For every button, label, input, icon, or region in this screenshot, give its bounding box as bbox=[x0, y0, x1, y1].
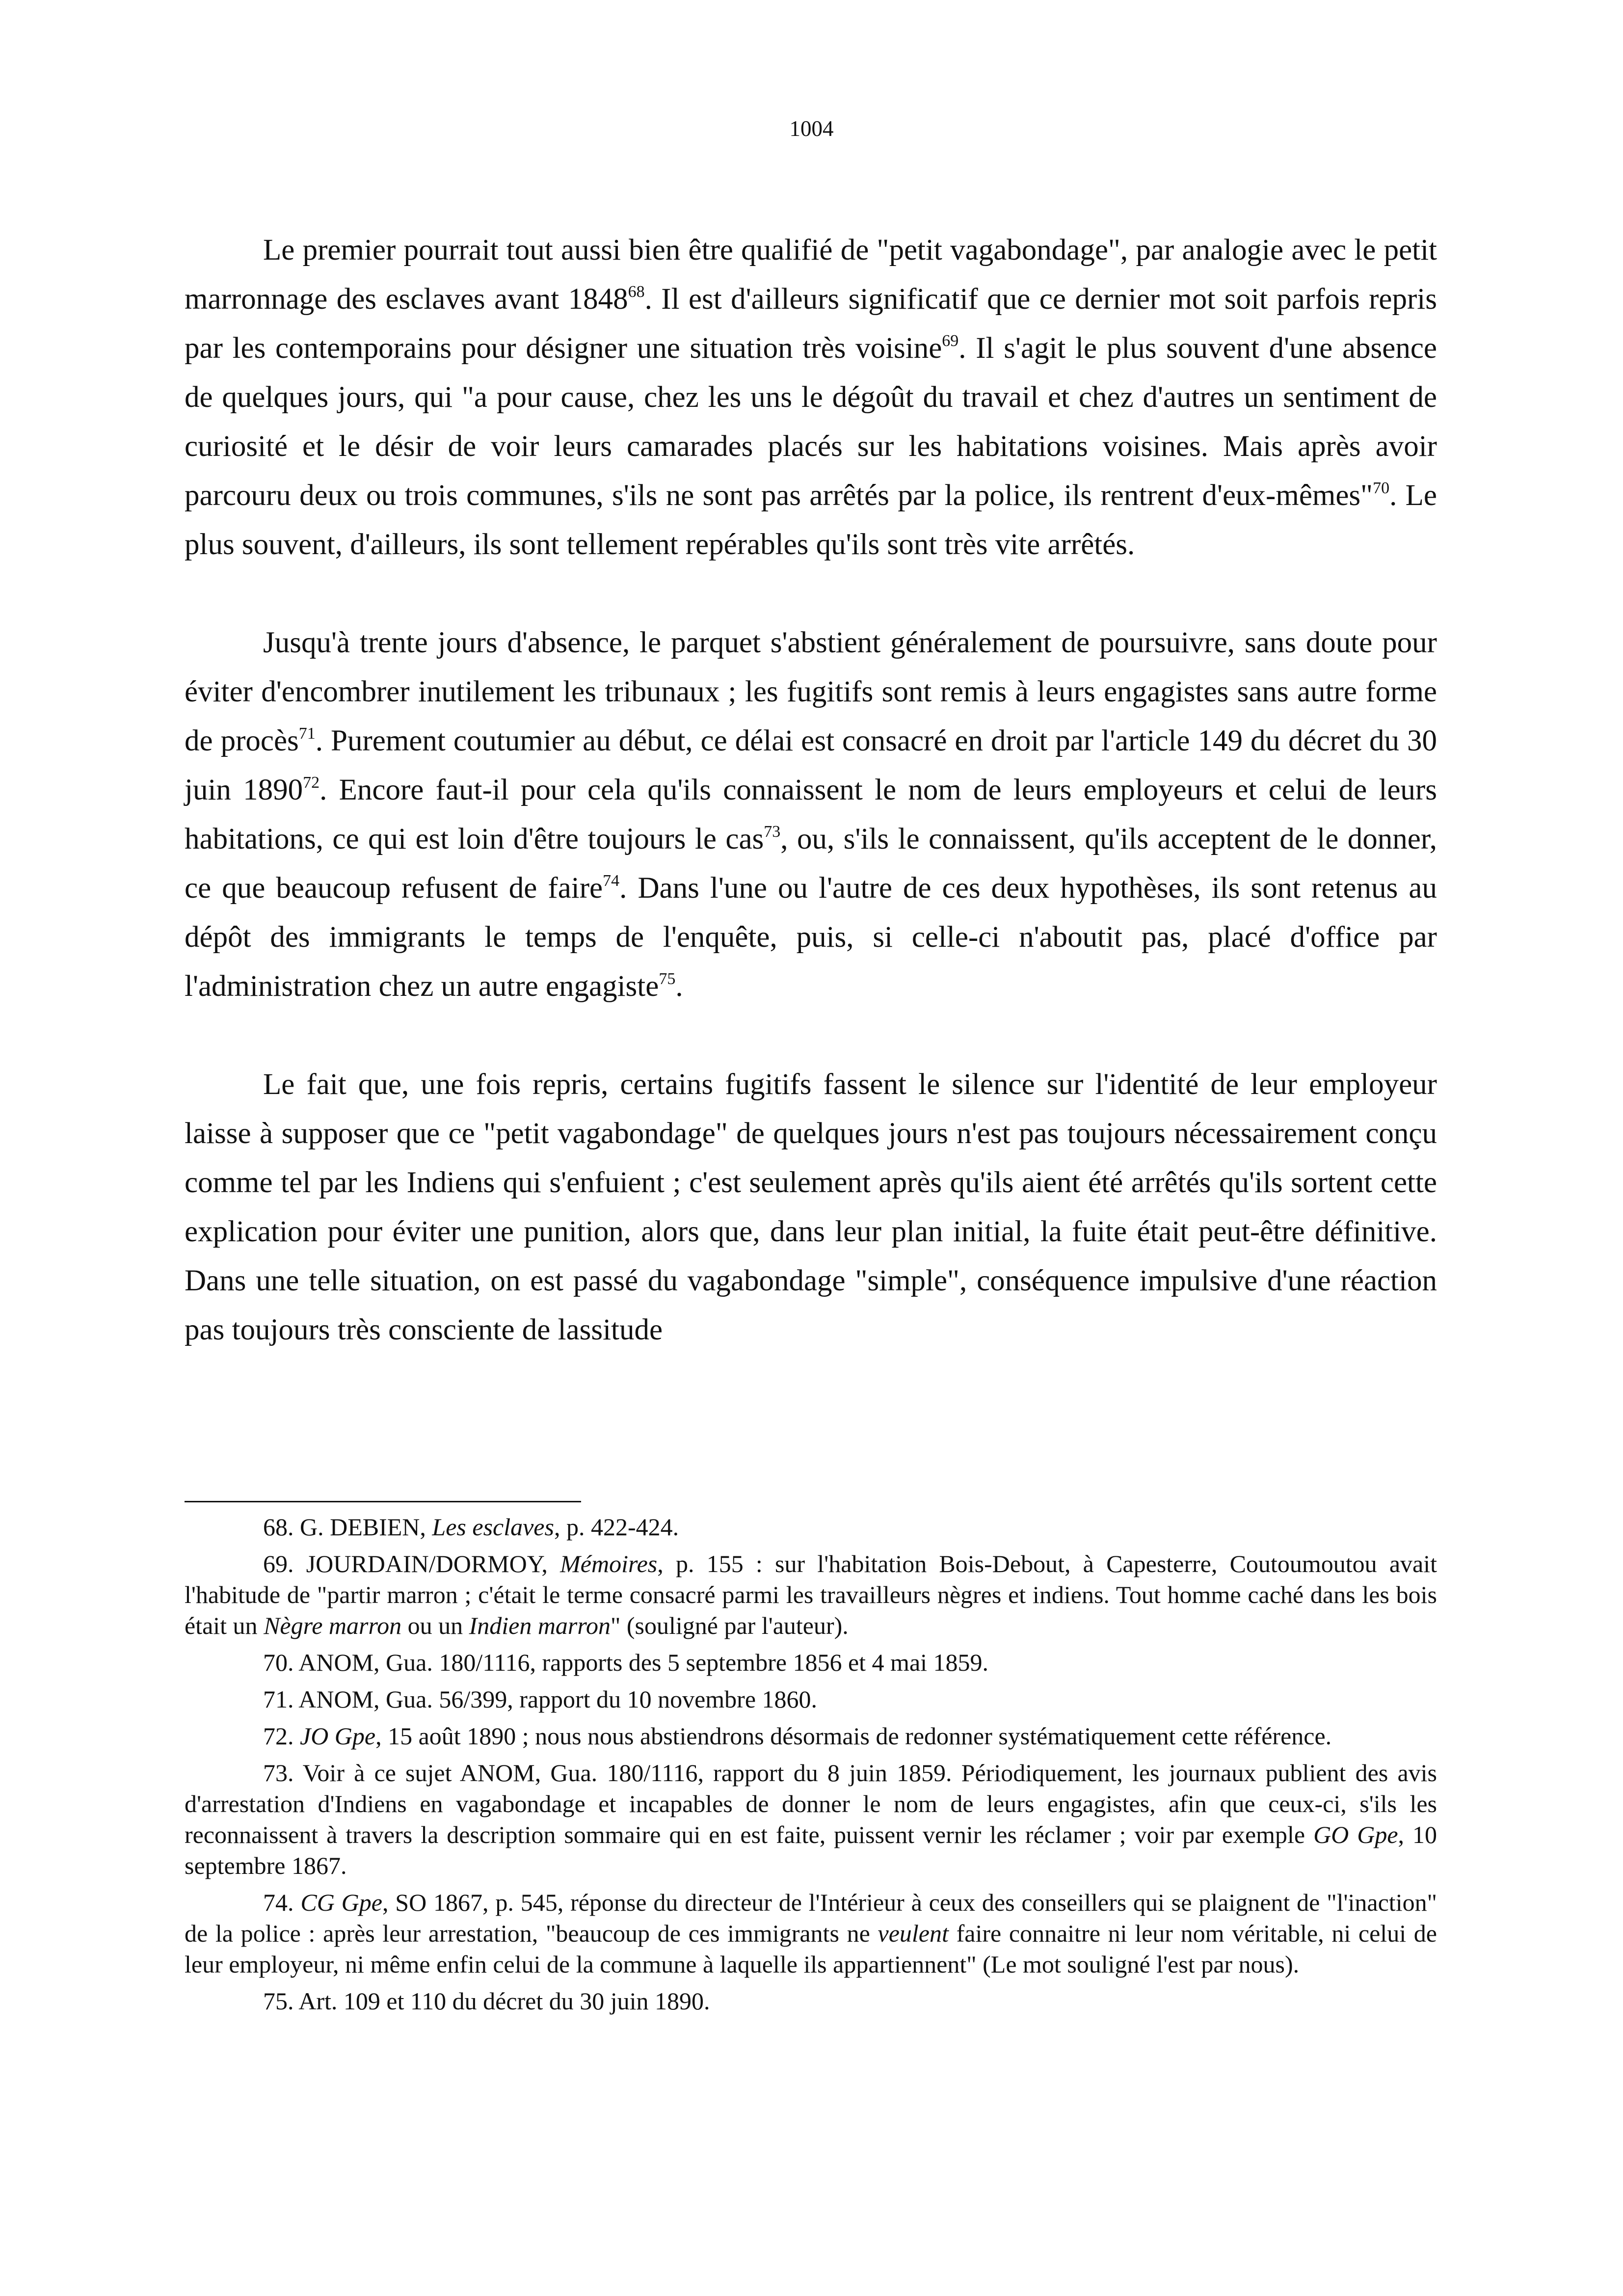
footnote-73 bbox=[185, 1758, 1437, 1881]
footnote-ref-69: 69 bbox=[942, 332, 959, 350]
footnote-71: 71. ANOM, Gua. 56/399, rapport du 10 novembre 1860. bbox=[263, 1685, 818, 1713]
footnote-text: 74. bbox=[263, 1889, 301, 1916]
footnote-italic: veulent bbox=[878, 1920, 949, 1947]
footnote-italic: Indien marron bbox=[469, 1612, 611, 1639]
paragraph-text: Le premier pourrait tout aussi bien être qualifié de "petit vagabondage", par analogie avec le petit marronnage des esclaves avant 1848 bbox=[185, 234, 1437, 316]
paragraph-text: . Dans l'une ou l'autre de ces deux hypothèses, ils sont retenus au dépôt des immigrants le temps de l'enquête, puis, si celle-ci n'aboutit pas, placé d'office par l'administration chez un autre engagiste bbox=[185, 872, 1437, 1003]
paragraph-1 bbox=[185, 226, 1437, 569]
footnote-ref-71: 71 bbox=[298, 724, 316, 743]
footnote-italic: Les esclaves bbox=[432, 1513, 554, 1541]
footnote-69 bbox=[185, 1548, 1437, 1641]
footnote-text: ou un bbox=[401, 1612, 469, 1639]
paragraph-text: . bbox=[675, 970, 683, 1003]
footnote-text: 68. G. DEBIEN, bbox=[263, 1513, 432, 1541]
footnote-text: , SO 1867, p. 545, réponse du directeur de l'Intérieur à ceux des conseillers qui se plaignent de "l'inaction" de la police : après leur arrestation, "beaucoup de ces immigrants ne bbox=[185, 1889, 1437, 1947]
paragraph-text: . Le plus souvent, d'ailleurs, ils sont tellement repérables qu'ils sont très vite arrêtés. bbox=[185, 479, 1437, 561]
paragraph-text: , ou, s'ils le connaissent, qu'ils acceptent de le donner, ce que beaucoup refusent de faire bbox=[185, 823, 1437, 905]
footnote-text: , 15 août 1890 ; nous nous abstiendrons désormais de redonner systématiquement cette référence. bbox=[375, 1722, 1332, 1750]
footnote-text: " (souligné par l'auteur). bbox=[610, 1612, 849, 1639]
paragraph-text: . Il est d'ailleurs significatif que ce dernier mot soit parfois repris par les contemporains pour désigner une situation très voisine bbox=[185, 283, 1437, 365]
footnote-72 bbox=[185, 1721, 1437, 1752]
footnote-70: 70. ANOM, Gua. 180/1116, rapports des 5 septembre 1856 et 4 mai 1859. bbox=[263, 1649, 989, 1676]
footnote-text: 73. Voir à ce sujet ANOM, Gua. 180/1116, rapport du 8 juin 1859. Périodiquement, les journaux publient des avis d'arrestation d'Indiens en vagabondage et incapables de donner le nom de leurs engagistes, afin que ceux-ci, s'ils les reconnaissent à travers la description sommaire qui en est faite, puissent vernir les réclamer ; voir par exemple bbox=[185, 1759, 1437, 1848]
footnote-ref-74: 74 bbox=[603, 872, 620, 890]
footnote-68 bbox=[185, 1512, 1437, 1543]
footnote-italic: Nègre marron bbox=[264, 1612, 402, 1639]
footnote-74 bbox=[185, 1887, 1437, 1980]
footnote-75: 75. Art. 109 et 110 du décret du 30 juin 1890. bbox=[263, 1987, 710, 2015]
paragraph-3 bbox=[185, 1060, 1437, 1355]
paragraph-text: Jusqu'à trente jours d'absence, le parquet s'abstient généralement de poursuivre, sans doute pour éviter d'encombrer inutilement les tribunaux ; les fugitifs sont remis à leurs engagistes sans autre forme de procès bbox=[185, 626, 1437, 757]
footnote-ref-72: 72 bbox=[303, 774, 320, 792]
footnote-text: 69. JOURDAIN/DORMOY, bbox=[263, 1550, 560, 1577]
footnote-italic: JO Gpe bbox=[300, 1722, 376, 1750]
paragraph-text: Le fait que, une fois repris, certains fugitifs fassent le silence sur l'identité de leur employeur laisse à supposer que ce "petit vagabondage" de quelques jours n'est pas toujours nécessairement conçu comme tel par les Indiens qui s'enfuient ; c'est seulement après qu'ils aient été arrêtés qu'ils sortent cette explication pour éviter une punition, alors que, dans leur plan initial, la fuite était peut-être définitive. Dans une telle situation, on est passé du vagabondage "simple", conséquence impulsive d'une réaction pas toujours très consciente de lassitude bbox=[185, 1068, 1437, 1346]
paragraph-text: . Il s'agit le plus souvent d'une absence de quelques jours, qui "a pour cause, chez les uns le dégoût du travail et chez d'autres un sentiment de curiosité et le désir de voir leurs camarades placés sur les habitations voisines. Mais après avoir parcouru deux ou trois communes, s'ils ne sont pas arrêtés par la police, ils rentrent d'eux-mêmes" bbox=[185, 332, 1437, 512]
paragraph-2 bbox=[185, 618, 1437, 1011]
footnote-text: , p. 155 : sur l'habitation Bois-Debout, à Capesterre, Coutoumoutou avait l'habitude de "partir marron ; c'était le terme consacré parmi les travailleurs nègres et indiens. Tout homme caché dans les bois était un bbox=[185, 1550, 1437, 1639]
footnote-ref-70: 70 bbox=[1373, 479, 1390, 497]
paragraph-text: . Encore faut-il pour cela qu'ils connaissent le nom de leurs employeurs et celui de leurs habitations, ce qui est loin d'être toujours le cas bbox=[185, 774, 1437, 855]
footnote-ref-75: 75 bbox=[659, 970, 676, 988]
body-text bbox=[185, 226, 1437, 1404]
footnote-italic: CG Gpe bbox=[300, 1889, 382, 1916]
footnote-italic: Mémoires bbox=[560, 1550, 658, 1577]
footnotes bbox=[185, 1512, 1437, 2023]
footnote-text: , p. 422-424. bbox=[554, 1513, 679, 1541]
footnote-ref-73: 73 bbox=[764, 823, 781, 841]
footnote-text: faire connaitre ni leur nom véritable, ni celui de leur employeur, ni même enfin celui de la commune à laquelle ils appartiennent" (Le mot souligné l'est par nous). bbox=[185, 1920, 1437, 1978]
footnote-text: , 10 septembre 1867. bbox=[185, 1821, 1437, 1879]
footnote-ref-68: 68 bbox=[628, 283, 645, 301]
footnote-divider bbox=[185, 1501, 581, 1502]
footnote-text: 72. bbox=[263, 1722, 300, 1750]
footnote-italic: GO Gpe bbox=[1313, 1821, 1398, 1848]
page-number: 1004 bbox=[789, 116, 834, 141]
paragraph-text: . Purement coutumier au début, ce délai est consacré en droit par l'article 149 du décret du 30 juin 1890 bbox=[185, 724, 1437, 806]
